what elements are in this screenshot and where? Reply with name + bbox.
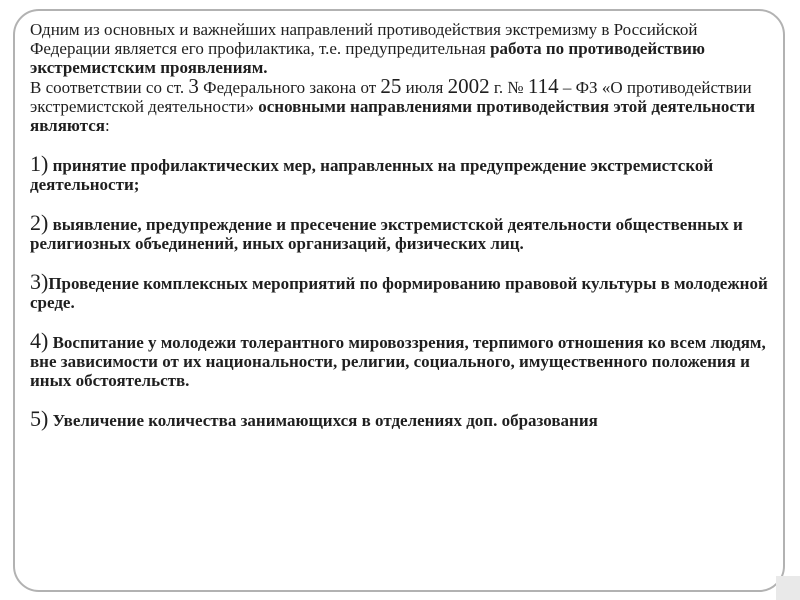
law-number: 114 (527, 74, 559, 98)
intro-p1-bold: работа по противодействию экстремистским проявлениям. (30, 39, 705, 77)
intro-p2-text-c: июля (401, 78, 448, 97)
corner-shade (776, 576, 800, 600)
list-item-text: Увеличение количества занимающихся в отделениях доп. образования (48, 411, 598, 430)
list-item-2 (30, 210, 775, 253)
list-item-1 (30, 151, 775, 194)
article-number: 3 (188, 74, 199, 98)
list-item-number: 4) (30, 328, 49, 353)
slide-content (30, 20, 775, 430)
intro-block (30, 20, 775, 135)
list-item-text: Проведение комплексных мероприятий по формированию правовой культуры в молодежной среде. (30, 274, 768, 312)
list-item-5 (30, 406, 775, 431)
list-item-4 (30, 328, 775, 390)
intro-p2-text-d: г. № (489, 78, 528, 97)
intro-paragraph-2 (30, 74, 775, 135)
intro-p2-text-a: В соответствии со ст. (30, 78, 189, 97)
intro-p2-colon: : (104, 116, 110, 135)
intro-p1-text: Одним из основных и важнейших направлений противодействия экстремизму в Российской Федерации является его профилактика, т.е. предупредительная (30, 20, 698, 58)
list-item-3 (30, 269, 775, 312)
list-item-text: выявление, предупреждение и пресечение экстремистской деятельности общественных и религиозных объединений, иных организаций, физических лиц. (30, 215, 743, 253)
date-day: 25 (380, 74, 402, 98)
list-item-number: 5) (30, 406, 49, 431)
intro-p2-bold: основными направлениями противодействия этой деятельности являются (30, 97, 756, 135)
list-item-number: 1) (30, 151, 49, 176)
intro-paragraph-1 (30, 20, 775, 77)
list-item-text: Воспитание у молодежи толерантного мировоззрения, терпимого отношения ко всем людям, вне зависимости от их национальности, религии, социального, имущественного положения и иных обстоятельств. (30, 333, 766, 390)
list-item-number: 3) (30, 269, 49, 294)
intro-p2-text-b: Федерального закона от (198, 78, 381, 97)
date-year: 2002 (447, 74, 490, 98)
intro-p2-text-e: – ФЗ «О противодействии экстремистской деятельности» (30, 78, 752, 116)
list-item-number: 2) (30, 210, 49, 235)
list-item-text: принятие профилактических мер, направленных на предупреждение экстремистской деятельности; (30, 156, 714, 194)
